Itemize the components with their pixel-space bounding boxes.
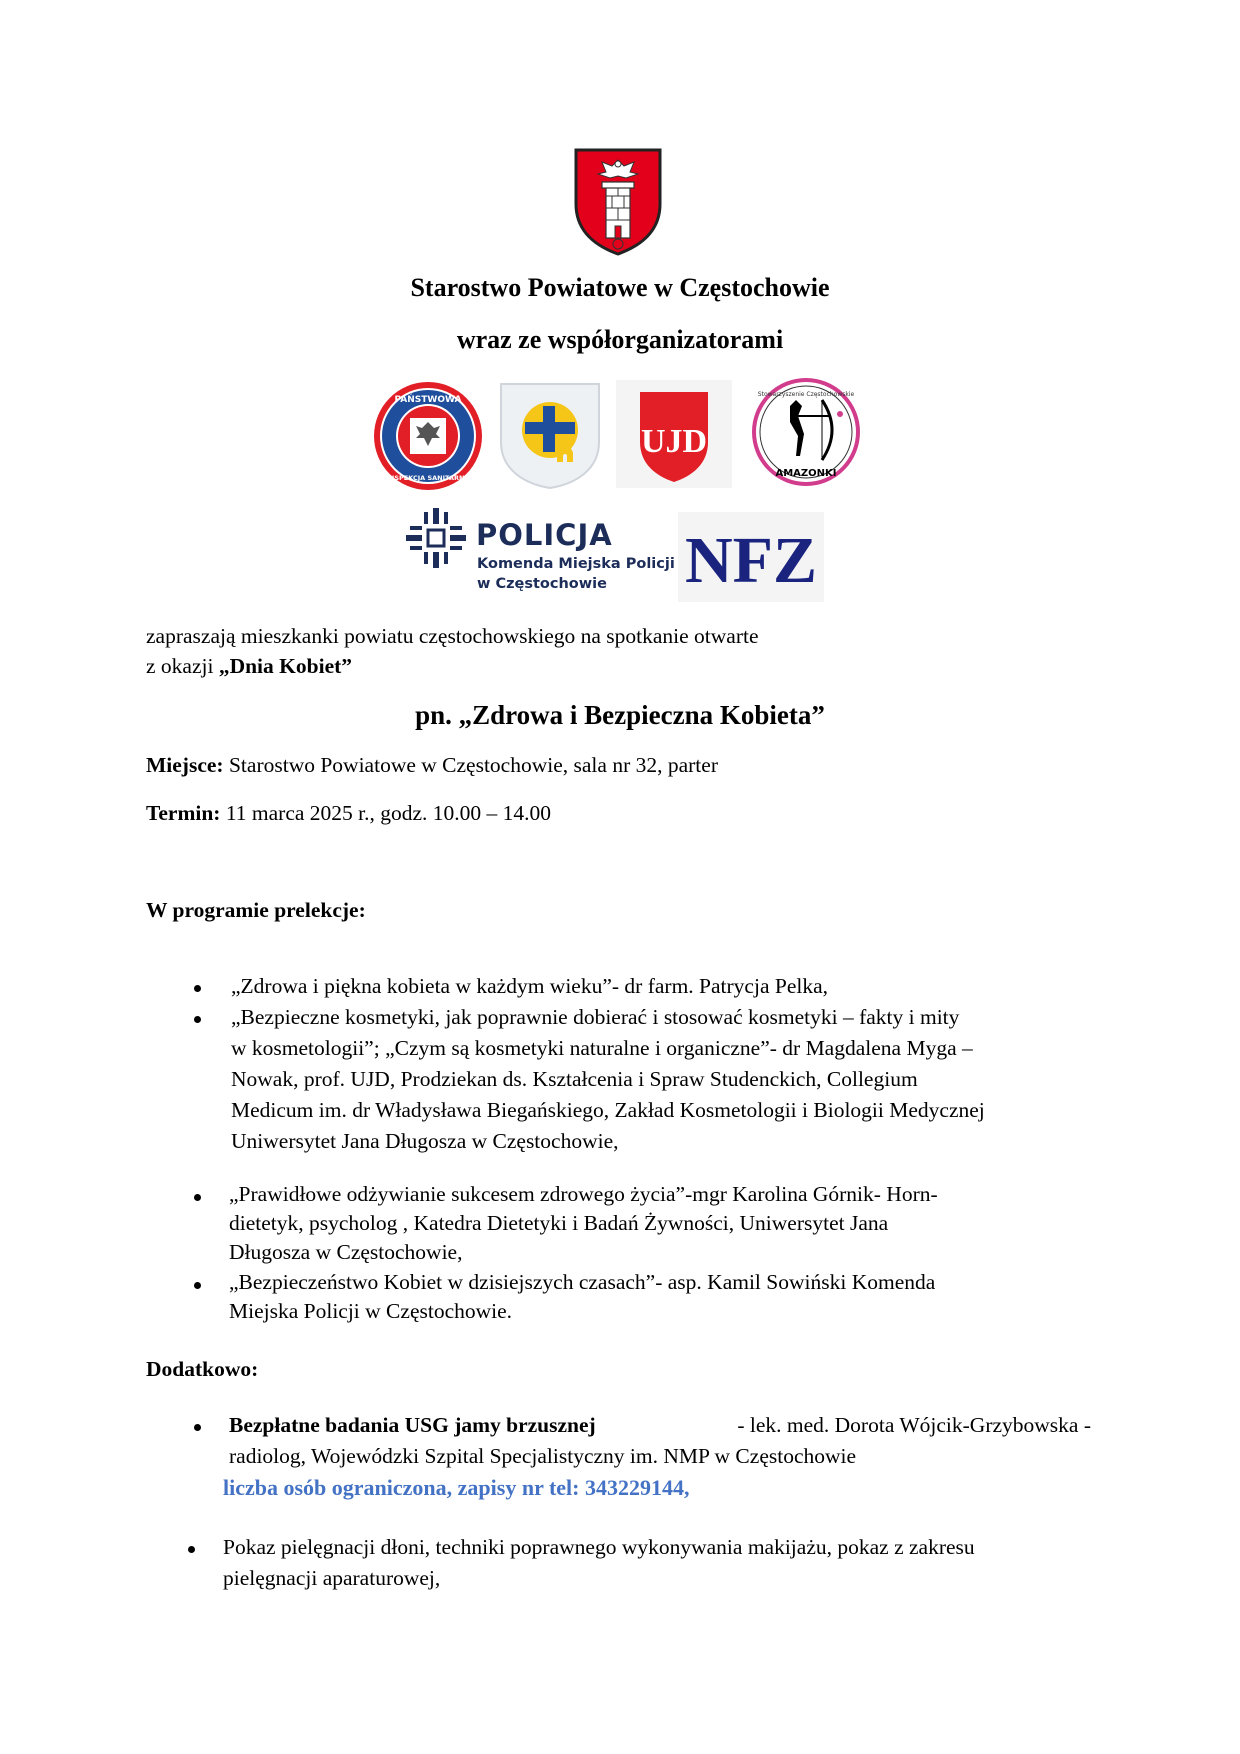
usg-label: Bezpłatne badania USG jamy brzusznej	[229, 1413, 596, 1437]
intro-line2	[146, 651, 352, 682]
place-line	[146, 750, 718, 781]
svg-text:INSPEKCJA SANITARNA: INSPEKCJA SANITARNA	[386, 474, 470, 482]
bullet-icon	[194, 1194, 201, 1201]
ujd-logo-icon	[616, 380, 732, 488]
intro-line1: zapraszają mieszkanki powiatu częstochowskiego na spotkanie otwarte	[146, 624, 759, 648]
program-heading: W programie prelekcje:	[146, 898, 366, 922]
pis-logo-icon	[372, 380, 484, 492]
bullet-icon	[194, 985, 201, 992]
intro-line2-prefix: z okazji	[146, 654, 219, 678]
term-line	[146, 798, 551, 829]
extras-heading: Dodatkowo:	[146, 1357, 259, 1381]
program-item-line: Miejska Policji w Częstochowie.	[229, 1299, 513, 1323]
policja-star-icon	[404, 506, 468, 570]
term-label: Termin:	[146, 801, 221, 825]
program-item-line: „Zdrowa i piękna kobieta w każdym wieku”- dr farm. Patrycja Pelka,	[231, 974, 829, 998]
extras-item-1	[229, 1410, 1091, 1472]
place-value: Starostwo Powiatowe w Częstochowie, sala nr 32, parter	[223, 753, 718, 777]
svg-text:NFZ: NFZ	[685, 524, 817, 597]
program-item-1	[231, 971, 1091, 1002]
bullet-icon	[194, 1424, 201, 1431]
svg-text:Stowarzyszenie Częstochowskie: Stowarzyszenie Częstochowskie	[757, 391, 855, 398]
bullet-icon	[188, 1546, 195, 1553]
extras-item-2	[223, 1532, 1093, 1594]
program-item-line: dietetyk, psycholog , Katedra Dietetyki i Badań Żywności, Uniwersytet Jana	[229, 1211, 889, 1235]
usg-doctor: - lek. med. Dorota Wójcik-Grzybowska -	[737, 1413, 1091, 1437]
extras-item-2-line2: pielęgnacji aparaturowej,	[223, 1566, 441, 1590]
program-item-line: Długosza w Częstochowie,	[229, 1240, 463, 1264]
program-item-line: Uniwersytet Jana Długosza w Częstochowie,	[231, 1129, 619, 1153]
svg-text:AMAZONKI: AMAZONKI	[775, 468, 837, 479]
extras-item-1-line1	[229, 1410, 1091, 1441]
partner-shield-icon	[495, 380, 605, 490]
event-name: pn. „Zdrowa i Bezpieczna Kobieta”	[415, 700, 825, 730]
bullet-icon	[194, 1282, 201, 1289]
organizer-title: Starostwo Powiatowe w Częstochowie	[410, 273, 830, 302]
registration-note: liczba osób ograniczona, zapisy nr tel: 343229144,	[223, 1475, 690, 1500]
svg-text:PAŃSTWOWA: PAŃSTWOWA	[394, 395, 462, 405]
program-item-4	[229, 1268, 1089, 1326]
program-item-line: w kosmetologii”; „Czym są kosmetyki naturalne i organiczne”- dr Magdalena Myga –	[231, 1036, 973, 1060]
county-crest-icon	[572, 146, 664, 256]
policja-line2: w Częstochowie	[477, 576, 607, 592]
policja-line1: Komenda Miejska Policji	[477, 556, 675, 572]
nfz-logo-icon	[678, 512, 824, 602]
program-item-line: Nowak, prof. UJD, Prodziekan ds. Kształcenia i Spraw Studenckich, Collegium	[231, 1067, 918, 1091]
program-item-3	[229, 1180, 1089, 1267]
program-item-line: „Bezpieczeństwo Kobiet w dzisiejszych czasach”- asp. Kamil Sowiński Komenda	[229, 1270, 936, 1294]
program-item-2	[231, 1002, 1091, 1157]
amazonki-logo-icon	[750, 376, 862, 488]
program-item-line: Medicum im. dr Władysława Biegańskiego, Zakład Kosmetologii i Biologii Medycznej	[231, 1098, 985, 1122]
program-item-line: „Bezpieczne kosmetyki, jak poprawnie dobierać i stosować kosmetyki – fakty i mity	[231, 1005, 960, 1029]
extras-item-1-line2: radiolog, Wojewódzki Szpital Specjalistyczny im. NMP w Częstochowie	[229, 1444, 857, 1468]
organizer-subtitle: wraz ze współorganizatorami	[456, 325, 784, 354]
policja-title: POLICJA	[476, 518, 613, 552]
intro-line2-bold: „Dnia Kobiet”	[218, 654, 353, 678]
term-value: 11 marca 2025 r., godz. 10.00 – 14.00	[220, 801, 552, 825]
bullet-icon	[194, 1016, 201, 1023]
svg-text:UJD: UJD	[640, 423, 708, 460]
place-label: Miejsce:	[146, 753, 224, 777]
extras-item-2-line1: Pokaz pielęgnacji dłoni, techniki poprawnego wykonywania makijażu, pokaz z zakresu	[223, 1535, 975, 1559]
program-item-line: „Prawidłowe odżywianie sukcesem zdrowego życia”-mgr Karolina Górnik- Horn-	[229, 1182, 938, 1206]
